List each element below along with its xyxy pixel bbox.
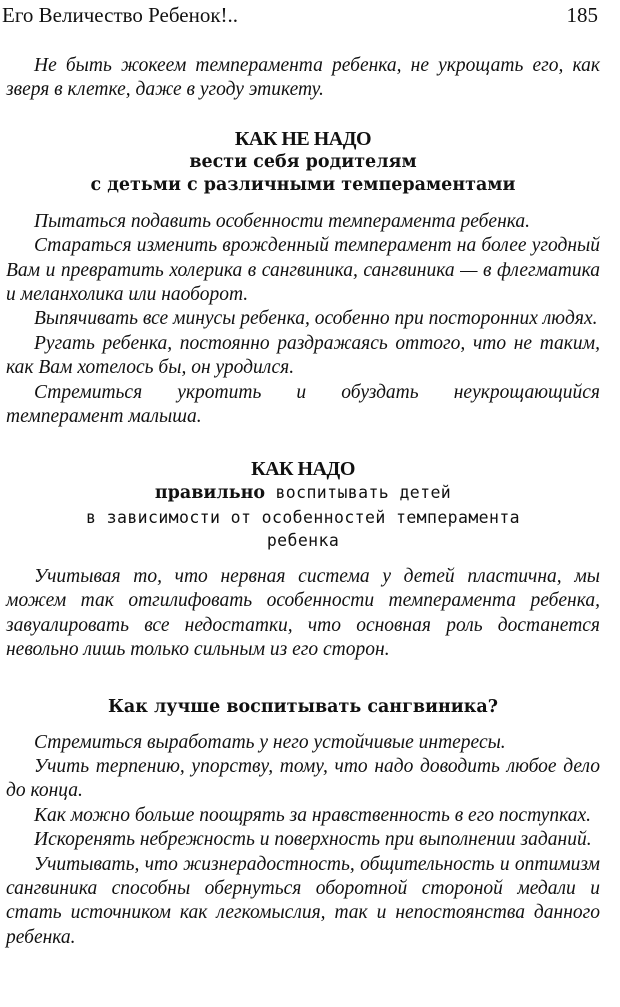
section-do-subtitle-rest: воспитывать детей	[265, 483, 452, 503]
page-number: 185	[566, 3, 598, 27]
section-do-subtitle-bold: правильно	[154, 483, 266, 504]
section-do-subtitle-line1	[6, 481, 600, 506]
dont-item: Выпячивать все минусы ребенка, особенно при посторонних людях.	[34, 308, 598, 330]
section-dont-title: КАК НЕ НАДО	[234, 127, 372, 150]
section-do-title: КАК НАДО	[251, 458, 355, 481]
running-header	[2, 2, 598, 28]
sanguine-item: Учить терпению, упорству, тому, что надо доводить любое дело до конца.	[6, 756, 600, 802]
section-dont-subtitle-line2: с детьми с различными темпераментами	[90, 175, 516, 196]
dont-item: Стремиться укротить и обуздать неукрощающийся темперамент малыша.	[6, 381, 600, 428]
sanguine-item: Искоренять небрежность и поверхность при выполнении заданий.	[34, 829, 592, 851]
running-title: Его Величество Ребенок!..	[2, 3, 239, 27]
sanguine-question: Как лучше воспитывать сангвиника?	[107, 696, 499, 717]
dont-item: Пытаться подавить особенности темперамента ребенка.	[34, 210, 531, 232]
section-dont-subtitle-line1: вести себя родителям	[189, 151, 417, 172]
sanguine-item: Стремиться выработать у него устойчивые интересы.	[34, 731, 506, 753]
page-body	[6, 50, 600, 950]
dont-item: Ругать ребенка, постоянно раздражаясь оттого, что не таким, как Вам хотелось бы, он уродился.	[6, 332, 600, 379]
section-do-paragraph: Учитывая то, что нервная система у детей пластична, мы можем так отгилифовать особенности темперамента ребенка, завуалировать все недостатки, что основная роль достанется невольно лишь только сильным из его сторон.	[6, 565, 600, 661]
section-do-subtitle-line2: в зависимости от особенностей темперамента	[85, 507, 521, 527]
section-do-subtitle-line3: ребенка	[266, 531, 340, 551]
dont-item: Стараться изменить врожденный темперамент на более угодный Вам и превратить холерика в сангвиника, сангвиника — в флегматика и меланхолика или наоборот.	[6, 235, 600, 306]
sanguine-item: Как можно больше поощрять за нравственность в его поступках.	[34, 804, 591, 826]
sanguine-item: Учитывать, что жизнерадостность, общительность и оптимизм сангвиника способны обернуться оборотной стороной медали и стать источником как легкомыслия, так и непостоянства данного ребенка.	[6, 853, 600, 948]
intro-paragraph: Не быть жокеем темперамента ребенка, не укрощать его, как зверя в клетке, даже в угоду этикету.	[6, 55, 600, 101]
